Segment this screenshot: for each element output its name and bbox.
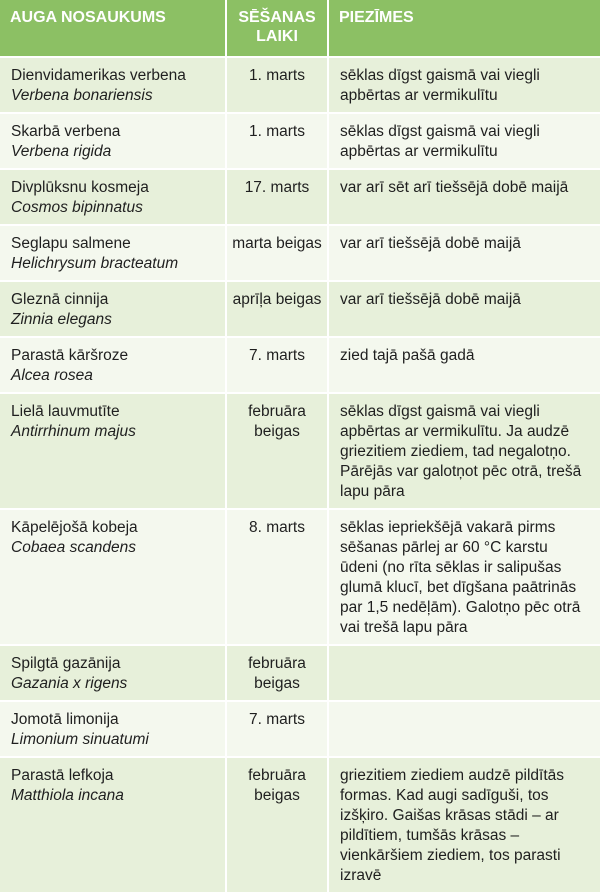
plant-latin-name: Antirrhinum majus [11,423,136,440]
plant-cell [0,169,226,225]
plant-common-name: Jomotā limonija [11,711,119,728]
sowing-time: 1. marts [226,113,328,169]
table-row [0,281,600,337]
table-row [0,337,600,393]
table-row [0,169,600,225]
sowing-time: 8. marts [226,509,328,645]
notes: var arī tiešsējā dobē maijā [328,281,600,337]
notes: sēklas iepriekšējā vakarā pirms sēšanas pārlej ar 60 °C karstu ūdeni (no rīta sēklas ir salipušas glumā klucī, bet dīgšana paātrinās par 1,5 nedēļām). Galotņo pēc otrā vai trešā lapu pāra [328,509,600,645]
table-row [0,645,600,701]
plant-common-name: Parastā kāršroze [11,347,129,364]
table-row [0,113,600,169]
plant-cell [0,757,226,893]
plant-cell [0,509,226,645]
header-sowing-time: SĒŠANAS LAIKI [226,0,328,57]
plant-cell [0,113,226,169]
notes: var arī tiešsējā dobē maijā [328,225,600,281]
plant-latin-name: Cobaea scandens [11,539,136,556]
plant-common-name: Spilgtā gazānija [11,655,121,672]
plant-cell [0,57,226,113]
sowing-time: februāra beigas [226,757,328,893]
plant-latin-name: Gazania x rigens [11,675,128,692]
plant-cell [0,225,226,281]
plant-cell [0,281,226,337]
plant-common-name: Parastā lefkoja [11,767,114,784]
notes: sēklas dīgst gaismā vai viegli apbērtas ar vermikulītu [328,113,600,169]
sowing-time: februāra beigas [226,393,328,509]
plant-common-name: Seglapu salmene [11,235,131,252]
plant-cell [0,337,226,393]
plant-latin-name: Cosmos bipinnatus [11,199,143,216]
plant-common-name: Lielā lauvmutīte [11,403,120,420]
sowing-time: 7. marts [226,337,328,393]
plant-common-name: Gleznā cinnija [11,291,109,308]
header-plant-name: AUGA NOSAUKUMS [0,0,226,57]
notes [328,645,600,701]
plant-latin-name: Verbena rigida [11,143,112,160]
plant-cell [0,393,226,509]
table-row [0,757,600,893]
plant-common-name: Skarbā verbena [11,123,121,140]
notes: var arī sēt arī tiešsējā dobē maijā [328,169,600,225]
notes [328,701,600,757]
plant-cell [0,701,226,757]
notes: zied tajā pašā gadā [328,337,600,393]
plant-latin-name: Verbena bonariensis [11,87,153,104]
plant-common-name: Dienvidamerikas verbena [11,67,186,84]
plant-latin-name: Alcea rosea [11,367,93,384]
plant-latin-name: Limonium sinuatumi [11,731,149,748]
sowing-time: februāra beigas [226,645,328,701]
table-row [0,701,600,757]
plant-cell [0,645,226,701]
plant-common-name: Divplūksnu kosmeja [11,179,149,196]
table-row [0,57,600,113]
table-row [0,393,600,509]
table-row [0,509,600,645]
table-header-row [0,0,600,57]
plant-common-name: Kāpelējošā kobeja [11,519,138,536]
notes: sēklas dīgst gaismā vai viegli apbērtas ar vermikulītu [328,57,600,113]
header-notes: PIEZĪMES [328,0,600,57]
sowing-time: 1. marts [226,57,328,113]
notes: sēklas dīgst gaismā vai viegli apbērtas ar vermikulītu. Ja audzē griezitiem ziediem, tad negalotņo. Pārējās var galotņot pēc otrā, trešā lapu pāra [328,393,600,509]
notes: griezitiem ziediem audzē pildītās formas. Kad augi sadīguši, tos izšķiro. Gaišas krāsas stādi – ar pildītiem, tumšās krāsas – vienkāršiem ziediem, tos parasti izravē [328,757,600,893]
plant-latin-name: Zinnia elegans [11,311,112,328]
plant-latin-name: Matthiola incana [11,787,124,804]
sowing-time: 7. marts [226,701,328,757]
sowing-time: marta beigas [226,225,328,281]
sowing-time: aprīļa beigas [226,281,328,337]
sowing-time: 17. marts [226,169,328,225]
plant-latin-name: Helichrysum bracteatum [11,255,179,272]
table-row [0,225,600,281]
